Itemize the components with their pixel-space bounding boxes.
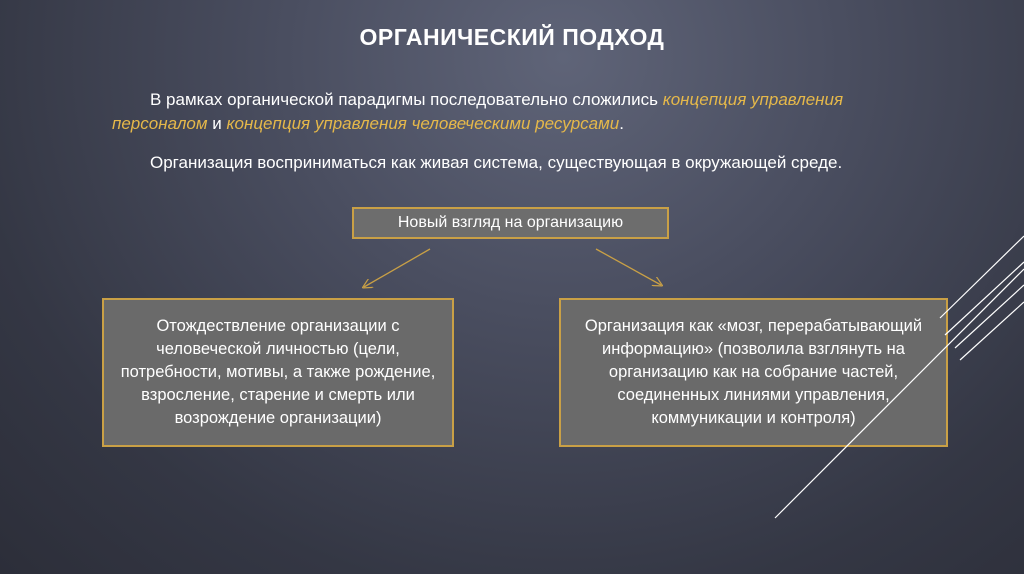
deco-line-5 — [775, 269, 1024, 518]
deco-line-4 — [960, 302, 1024, 360]
new-view-box: Новый взгляд на организацию — [352, 207, 669, 239]
period-text: . — [619, 114, 624, 133]
intro-text: В рамках органической парадигмы последовательно сложились — [150, 90, 663, 109]
concept-personnel-management: концепция управления персоналом — [112, 90, 844, 133]
conjunction-text: и — [207, 114, 227, 133]
concept-human-resources: концепция управления человеческими ресурсами — [226, 114, 620, 133]
deco-line-1 — [940, 236, 1024, 318]
personality-analogy-text: Отождествление организации с человеческой личностью (цели, потребности, мотивы, а также рождение, взросление, старение и смерть или возрождение организации) — [120, 317, 436, 427]
slide-title: ОРГАНИЧЕСКИЙ ПОДХОД — [359, 24, 665, 50]
brain-analogy-text: Организация как «мозг, перерабатывающий информацию» (позволила взглянуть на организацию как на собрание частей, соединенных линиями управления, коммуникации и контроля) — [584, 317, 923, 427]
deco-line-2 — [945, 262, 1024, 335]
organization-paragraph: Организация восприниматься как живая система, существующая в окружающей среде. — [150, 153, 843, 172]
